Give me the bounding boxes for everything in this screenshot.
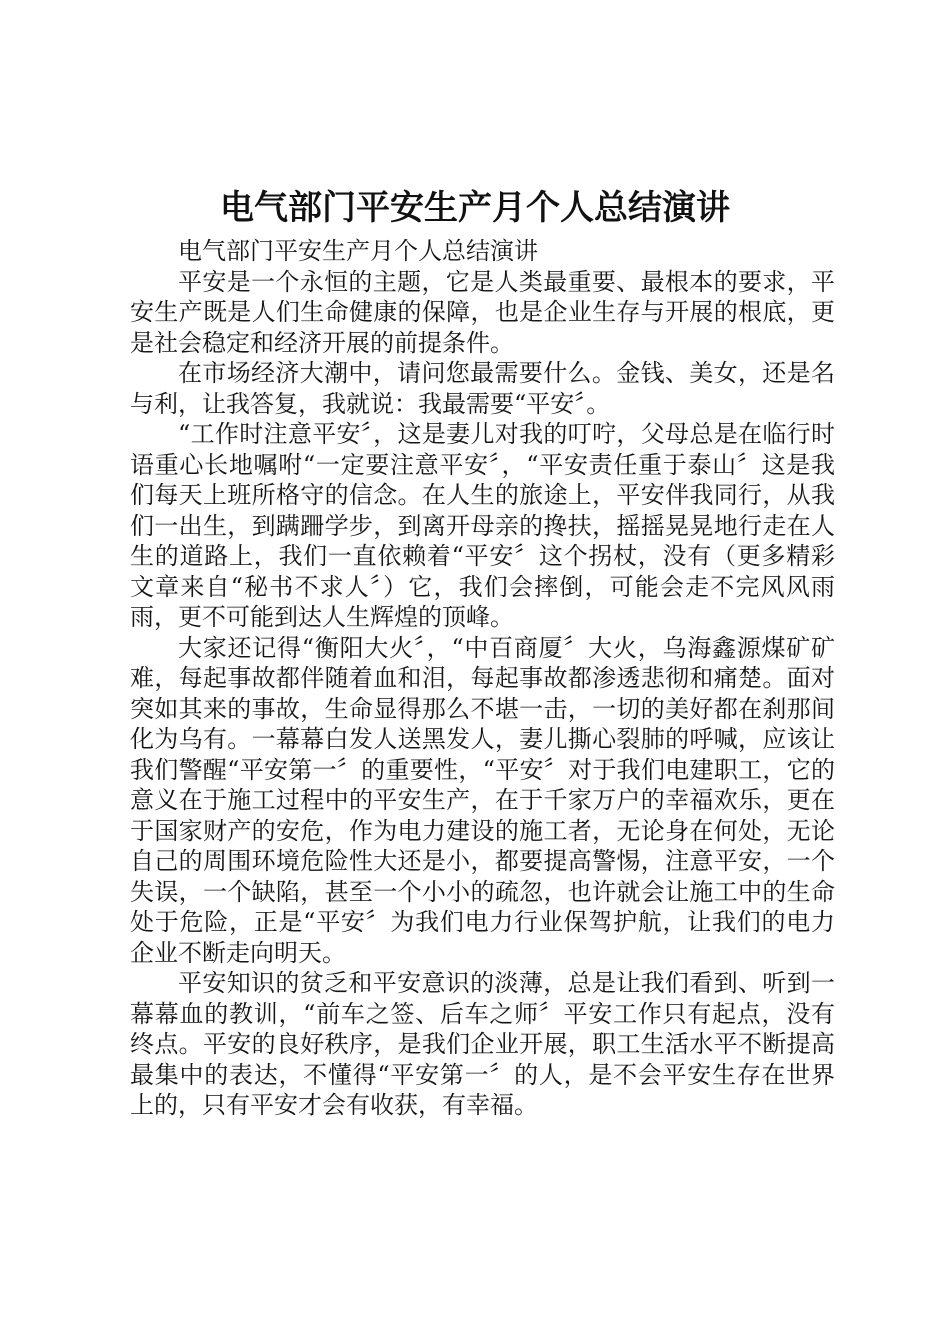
page-title: 电气部门平安生产月个人总结演讲: [220, 188, 730, 228]
paragraph: 平安知识的贫乏和平安意识的淡薄，总是让我们看到、听到一幕幕血的教训，“前车之签、后车之师〞平安工作只有起点，没有终点。平安的良好秩序，是我们企业开展，职工生活水平不断提高最集中的表达，不懂得“平安第一〞的人，是不会平安生存在世界上的，只有平安才会有收获，有幸福。: [130, 969, 835, 1119]
paragraph: “工作时注意平安〞，这是妻儿对我的叮咛，父母总是在临行时语重心长地嘱咐“一定要注意平安〞，“平安责任重于泰山〞这是我们每天上班所格守的信念。在人生的旅途上，平安伴我同行，从我们一出生，到蹒跚学步，到离开母亲的搀扶，摇摇晃晃地行走在人生的道路上，我们一直依赖着“平安〞这个拐杖，没有（更多精彩文章来自“秘书不求人〞）它，我们会摔倒，可能会走不完风风雨雨，更不可能到达人生辉煌的顶峰。: [130, 420, 835, 631]
paragraph: 平安是一个永恒的主题，它是人类最重要、最根本的要求，平安生产既是人们生命健康的保障，也是企业生存与开展的根底，更是社会稳定和经济开展的前提条件。: [130, 267, 835, 357]
paragraph: 大家还记得“衡阳大火〞，“中百商厦〞大火，乌海鑫源煤矿矿难，每起事故都伴随着血和泪，每起事故都渗透悲彻和痛楚。面对突如其来的事故，生命显得那么不堪一击，一切的美好都在刹那间化为乌有。一幕幕白发人送黑发人，妻儿撕心裂肺的呼喊，应该让我们警醒“平安第一〞的重要性，“平安〞对于我们电建职工，它的意义在于施工过程中的平安生产，在于千家万户的幸福欢乐，更在于国家财产的安危，作为电力建设的施工者，无论身在何处，无论自己的周围环境危险性大还是小，都要提高警惕，注意平安，一个失误，一个缺陷，甚至一个小小的疏忽，也许就会让施工中的生命处于危险，正是“平安〞为我们电力行业保驾护航，让我们的电力企业不断走向明天。: [130, 633, 835, 967]
paragraph-subtitle: 电气部门平安生产月个人总结演讲: [178, 237, 538, 265]
document-body: [130, 236, 835, 1121]
paragraph: 在市场经济大潮中，请问您最需要什么。金钱、美女，还是名与利，让我答复，我就说：我最需要“平安〞。: [130, 359, 835, 418]
